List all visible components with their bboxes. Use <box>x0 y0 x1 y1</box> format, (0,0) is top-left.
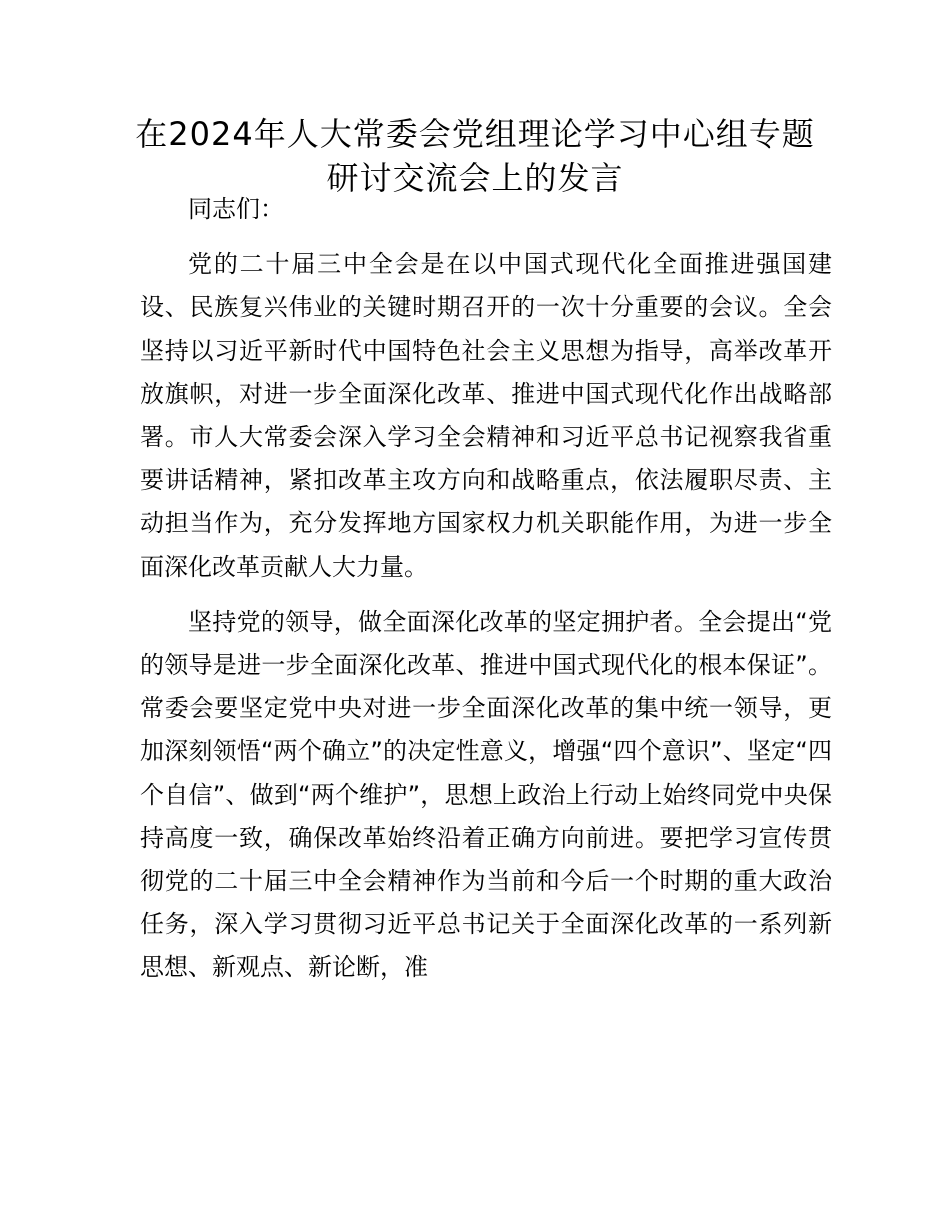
paragraph-party-leadership: 坚持党的领导，做全面深化改革的坚定拥护者。全会提出“党的领导是进一步全面深化改革、推进中国式现代化的根本保证”。常委会要坚定党中央对进一步全面深化改革的集中统一领导，更加深刻领悟“两个确立”的决定性意义，增强“四个意识”、坚定“四个自信”、做到“两个维护”，思想上政治上行动上始终同党中央保持高度一致，确保改革始终沿着正确方向前进。要把学习宣传贯彻党的二十届三中全会精神作为当前和今后一个时期的重大政治任务，深入学习贯彻习近平总书记关于全面深化改革的一系列新思想、新观点、新论断，准 <box>140 607 832 982</box>
document-title: 在2024年人大常委会党组理论学习中心组专题研讨交流会上的发言 <box>135 115 815 197</box>
document-body <box>140 188 832 990</box>
salutation: 同志们： <box>188 195 284 223</box>
paragraph-intro: 党的二十届三中全会是在以中国式现代化全面推进强国建设、民族复兴伟业的关键时期召开的一次十分重要的会议。全会坚持以习近平新时代中国特色社会主义思想为指导，高举改革开放旗帜，对进一步全面深化改革、推进中国式现代化作出战略部署。市人大常委会深入学习全会精神和习近平总书记视察我省重要讲话精神，紧扣改革主攻方向和战略重点，依法履职尽责、主动担当作为，充分发挥地方国家权力机关职能作用，为进一步全面深化改革贡献人大力量。 <box>140 250 832 581</box>
